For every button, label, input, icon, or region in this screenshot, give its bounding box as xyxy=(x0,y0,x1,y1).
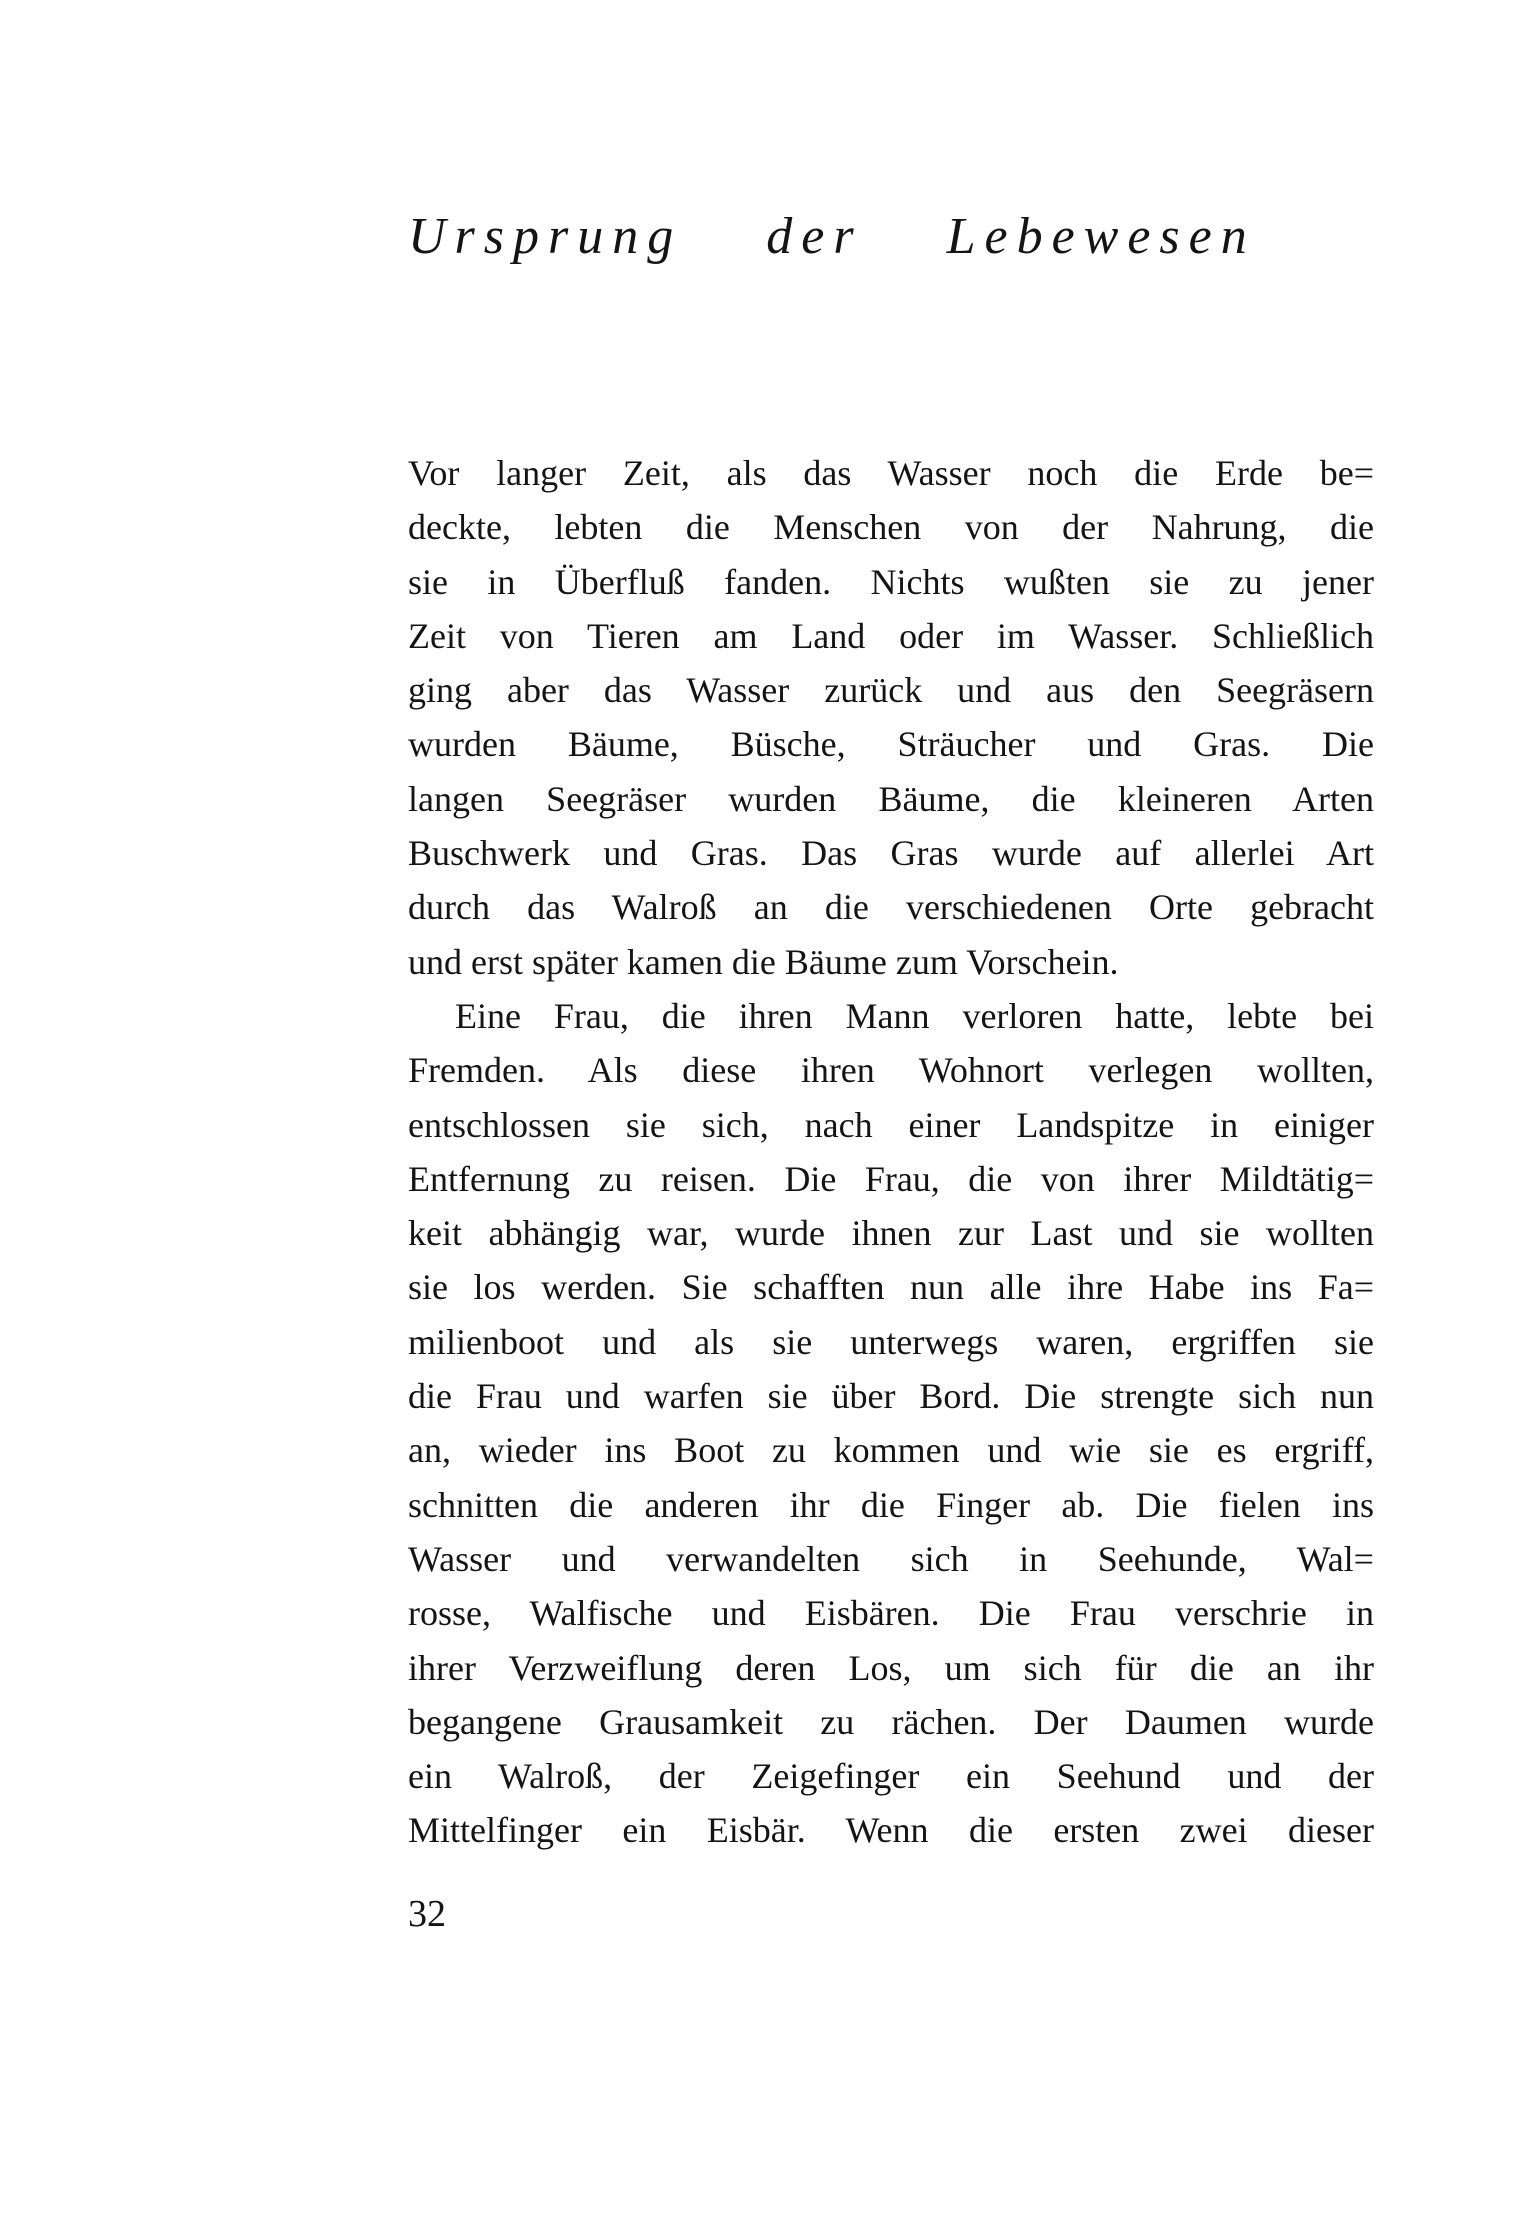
text-line: die Frau und warfen sie über Bord. Die strengte sich nun xyxy=(408,1376,1374,1417)
text-line: sie in Überfluß fanden. Nichts wußten sie zu jener xyxy=(408,561,1374,602)
text-line: sie los werden. Sie schafften nun alle ihre Habe ins Fa= xyxy=(408,1267,1374,1308)
text-line: Zeit von Tieren am Land oder im Wasser. Schließlich xyxy=(408,615,1374,656)
text-line: und erst später kamen die Bäume zum Vorschein. xyxy=(408,941,1119,982)
body-text xyxy=(408,446,1374,1858)
text-line: durch das Walroß an die verschiedenen Orte gebracht xyxy=(408,887,1374,928)
text-line: langen Seegräser wurden Bäume, die kleineren Arten xyxy=(408,778,1374,819)
page-number: 32 xyxy=(408,1893,446,1935)
text-line: ein Walroß, der Zeigefinger ein Seehund und der xyxy=(408,1756,1374,1797)
text-line: schnitten die anderen ihr die Finger ab. Die fielen ins xyxy=(408,1484,1374,1525)
paragraph-1 xyxy=(408,446,1374,989)
text-line: milienboot und als sie unterwegs waren, ergriffen sie xyxy=(408,1321,1374,1362)
text-line: Wasser und verwandelten sich in Seehunde, Wal= xyxy=(408,1538,1374,1579)
text-line: entschlossen sie sich, nach einer Landspitze in einiger xyxy=(408,1104,1374,1145)
text-line: begangene Grausamkeit zu rächen. Der Daumen wurde xyxy=(408,1701,1374,1742)
text-line: deckte, lebten die Menschen von der Nahrung, die xyxy=(408,507,1374,548)
text-line: Eine Frau, die ihren Mann verloren hatte, lebte bei xyxy=(455,995,1374,1036)
text-line: Entfernung zu reisen. Die Frau, die von ihrer Mildtätig= xyxy=(408,1158,1374,1199)
text-line: keit abhängig war, wurde ihnen zur Last und sie wollten xyxy=(408,1213,1374,1254)
text-line: Mittelfinger ein Eisbär. Wenn die ersten zwei dieser xyxy=(408,1810,1374,1851)
text-line: ging aber das Wasser zurück und aus den Seegräsern xyxy=(408,670,1374,711)
paragraph-2 xyxy=(408,989,1374,1858)
text-line: Buschwerk und Gras. Das Gras wurde auf allerlei Art xyxy=(408,833,1374,874)
text-line: ihrer Verzweiflung deren Los, um sich für die an ihr xyxy=(408,1647,1374,1688)
text-line: rosse, Walfische und Eisbären. Die Frau verschrie in xyxy=(408,1593,1374,1634)
chapter-title: Ursprung der Lebewesen xyxy=(408,208,1256,265)
text-line: Fremden. Als diese ihren Wohnort verlegen wollten, xyxy=(408,1050,1374,1091)
text-line: wurden Bäume, Büsche, Sträucher und Gras. Die xyxy=(408,724,1374,765)
text-line: Vor langer Zeit, als das Wasser noch die Erde be= xyxy=(408,453,1374,493)
text-line: an, wieder ins Boot zu kommen und wie sie es ergriff, xyxy=(408,1430,1374,1471)
